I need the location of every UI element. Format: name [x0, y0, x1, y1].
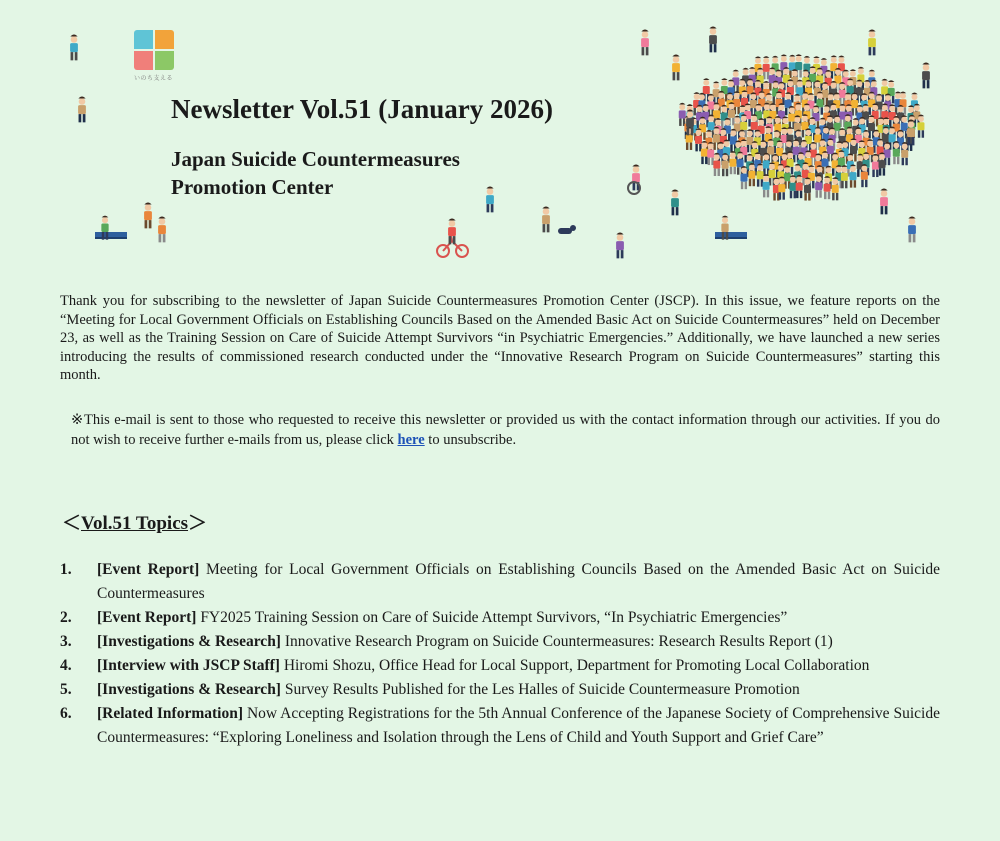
bench-icon [715, 232, 747, 237]
person-figure [901, 142, 908, 165]
unsubscribe-link[interactable]: here [397, 432, 425, 448]
notice-text: ※This e-mail is sent to those who requested to receive this newsletter or provided us with the contact information through our activities. If you do not wish to receive further e-mails from us, please click [71, 412, 940, 448]
organization-name [171, 145, 460, 201]
person-figure [793, 139, 800, 162]
topic-category: [Event Report] [97, 561, 200, 578]
person-figure [908, 217, 916, 243]
person-figure [824, 176, 831, 199]
topics-heading [62, 508, 207, 535]
person-figure [729, 151, 736, 174]
topic-number: 4. [60, 657, 72, 674]
topics-list [60, 558, 940, 750]
topic-category: [Interview with JSCP Staff] [97, 657, 280, 674]
topic-category: [Event Report] [97, 609, 197, 626]
person-figure [815, 175, 822, 198]
person-figure [922, 63, 930, 89]
person-figure [841, 165, 848, 188]
person-figure [158, 217, 166, 243]
unsubscribe-notice [71, 410, 940, 450]
person-figure [872, 103, 879, 126]
dog-icon [558, 225, 576, 234]
person-figure [808, 165, 815, 188]
person-figure [757, 163, 764, 186]
person-figure [880, 189, 888, 215]
person-figure [893, 141, 900, 164]
topic-number: 5. [60, 681, 72, 698]
person-figure [671, 190, 679, 216]
notice-text-end: to unsubscribe. [424, 432, 517, 448]
person-figure [851, 92, 858, 115]
topic-number: 3. [60, 633, 72, 650]
topic-item [60, 702, 940, 750]
topic-title: Meeting for Local Government Officials on Establishing Councils Based on the Amended Basic Act on Suicide Countermeasures [97, 561, 941, 602]
topics-bracket-close: ＞ [188, 513, 208, 534]
topic-item [60, 678, 940, 702]
person-figure [789, 175, 796, 198]
person-figure [722, 153, 729, 176]
puzzle-logo-icon [134, 30, 174, 70]
topic-item [60, 630, 940, 654]
person-figure [861, 164, 868, 187]
topic-item [60, 654, 940, 678]
bench-icon [95, 232, 127, 237]
person-figure [830, 55, 837, 78]
person-figure [707, 142, 714, 165]
person-figure [672, 55, 680, 81]
topic-category: [Investigations & Research] [97, 633, 281, 650]
topic-title: Now Accepting Registrations for the 5th Annual Conference of the Japanese Society of Comprehensive Suicide Countermeasures: “Exploring Loneliness and Isolation through the Lens of Child and Youth Support and Grief Care” [97, 705, 940, 746]
person-figure [616, 233, 624, 259]
person-figure [144, 203, 152, 229]
person-figure [879, 152, 886, 175]
person-figure [832, 153, 839, 176]
person-figure [763, 174, 770, 197]
person-figure [70, 35, 78, 61]
topic-number: 1. [60, 561, 72, 578]
intro-paragraph: Thank you for subscribing to the newsletter of Japan Suicide Countermeasures Promotion Center (JSCP). In this issue, we feature reports on the “Meeting for Local Government Officials on Establishing Councils Based on the Amended Basic Act on Suicide Countermeasures” held on December 23, as well as the Training Session on Care of Suicide Attempt Survivors “in Psychiatric Emergencies.” Additionally, we have launched a new series introducing the results of commissioned research conducted under the “Innovative Research Program on Suicide Countermeasures” starting this month. [60, 293, 940, 383]
person-figure [763, 56, 770, 79]
person-figure [542, 207, 550, 233]
cyclist-icon [437, 233, 468, 257]
person-figure [486, 187, 494, 213]
organization-name-line2: Promotion Center [171, 175, 334, 199]
person-figure [78, 97, 86, 123]
topic-title: FY2025 Training Session on Care of Suicide Attempt Survivors, “In Psychiatric Emergencies” [196, 609, 788, 626]
topic-item [60, 558, 940, 606]
topic-title: Survey Results Published for the Les Halles of Suicide Countermeasure Promotion [280, 681, 800, 698]
jscp-logo [134, 30, 178, 82]
person-figure [748, 163, 755, 186]
logo-caption: いのち支える [134, 75, 174, 82]
topics-bracket-open: ＜ [62, 513, 82, 534]
person-figure [641, 30, 649, 56]
person-figure [709, 27, 717, 53]
person-figure [917, 115, 924, 138]
topic-number: 2. [60, 609, 72, 626]
person-figure [778, 176, 785, 199]
person-figure [632, 165, 640, 191]
person-figure [679, 103, 686, 126]
person-figure [695, 128, 702, 151]
topic-item [60, 606, 940, 630]
person-figure [701, 141, 708, 164]
topic-category: [Investigations & Research] [97, 681, 281, 698]
person-figure [832, 177, 839, 200]
person-figure [872, 154, 879, 177]
person-figure [804, 177, 811, 200]
person-figure [713, 153, 720, 176]
person-figure [796, 175, 803, 198]
organization-name-line1: Japan Suicide Countermeasures [171, 147, 460, 171]
newsletter-header [0, 0, 1000, 280]
person-figure [834, 115, 841, 138]
topic-number: 6. [60, 705, 72, 722]
topic-category: [Related Information] [97, 705, 243, 722]
person-figure [740, 139, 747, 162]
topics-heading-label: Vol.51 Topics [81, 513, 189, 534]
topic-title: Innovative Research Program on Suicide Countermeasures: Research Results Report (1) [280, 633, 833, 650]
topic-title: Hiromi Shozu, Office Head for Local Support, Department for Promoting Local Collaboration [279, 657, 870, 674]
person-figure [868, 30, 876, 56]
person-figure [740, 166, 747, 189]
person-figure [849, 164, 856, 187]
newsletter-title: Newsletter Vol.51 (January 2026) [171, 94, 553, 124]
person-figure [870, 80, 877, 103]
